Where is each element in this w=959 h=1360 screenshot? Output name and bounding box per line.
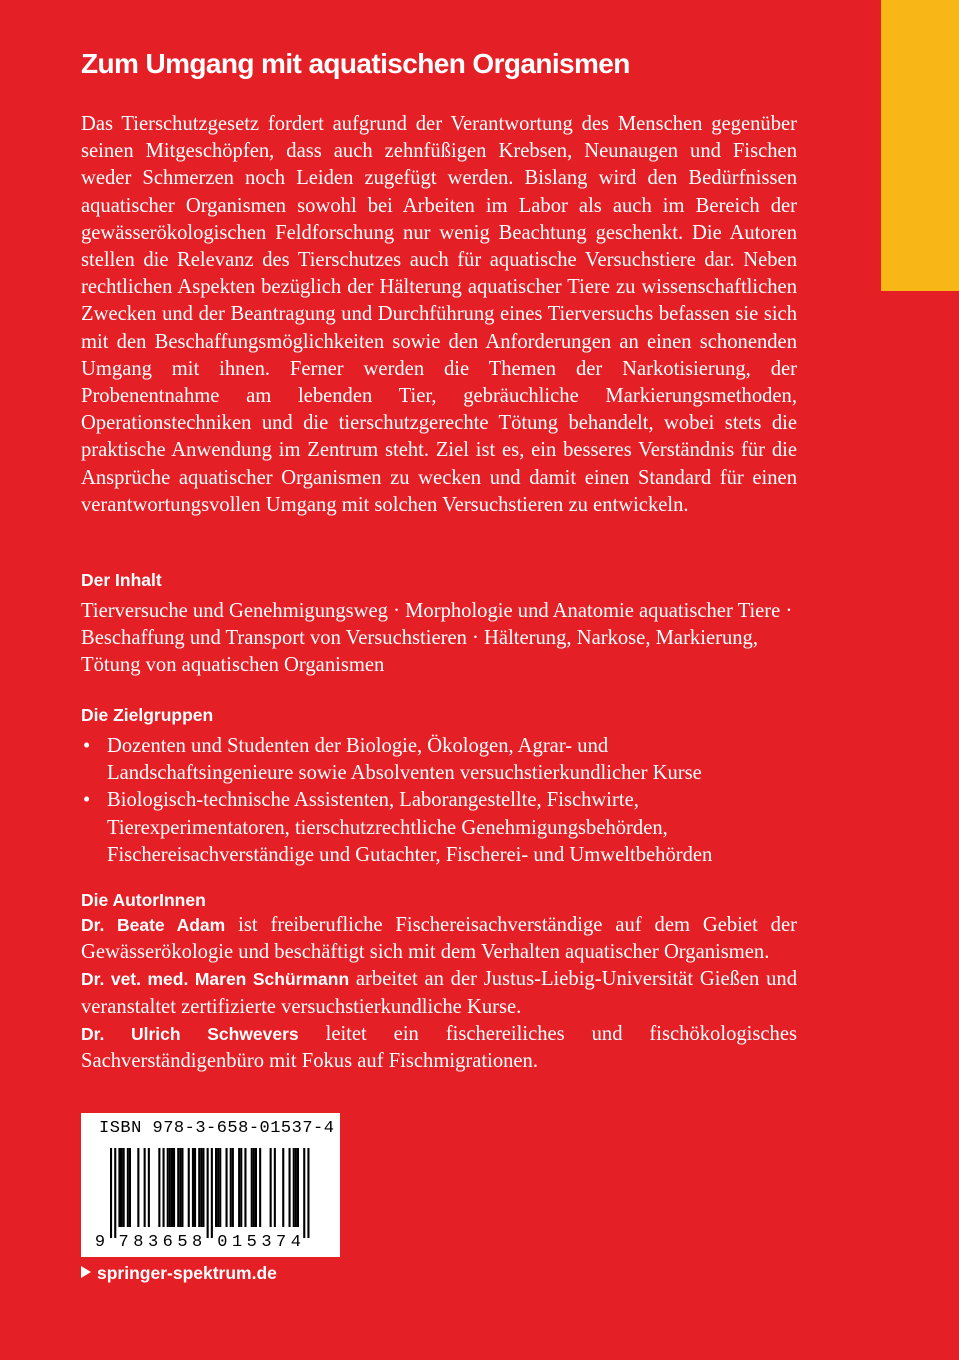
book-description: Das Tierschutzgesetz fordert aufgrund der Verantwortung des Menschen gegenüber seinen Mitgeschöpfen, dass auch zehnfüßigen Krebsen, Neunaugen und Fischen weder Schmerzen noch Leiden zugefügt werden. Bislang wird den Bedürfnissen aquatischer Organismen sowohl bei Arbeiten im Labor als auch im Bereich der gewässerökologischen Feldforschung nur wenig Beachtung geschenkt. Die Autoren stellen die Relevanz des Tierschutzes auch für aquatische Versuchstiere dar. Neben rechtlichen Aspekten bezüglich der Hälterung aquatischer Tiere zu wissenschaftlichen Zwecken und der Beantragung und Durchführung eines Tierversuchs befassen sie sich mit den Beschaffungsmöglichkeiten sowie den Anforderungen an einen schonenden Umgang mit ihnen. Ferner werden die Themen der Narkotisierung, der Probenentnahme am lebenden Tier, gebräuchliche Markierungsmethoden, Operationstechniken und die tierschutzgerechte Tötung behandelt, wobei stets die praktische Anwendung im Zentrum steht. Ziel ist es, ein besseres Verständnis für die Ansprüche aquatischer Organismen zu wecken und damit einen Standard für einen verantwortungsvollen Umgang mit solchen Versuchstieren zu entwickeln. — [81, 113, 797, 516]
barcode-bar — [293, 1148, 295, 1227]
barcode-bar — [114, 1148, 116, 1238]
barcode-digit: 3 — [147, 1233, 159, 1252]
barcode-bar — [127, 1148, 129, 1227]
barcode-digit: 8 — [192, 1233, 203, 1252]
barcode-digit: 7 — [118, 1233, 129, 1252]
author-bio — [81, 1021, 797, 1075]
authors-heading: Die AutorInnen — [81, 890, 206, 910]
barcode-bar — [215, 1148, 217, 1227]
barcode-bar — [274, 1148, 276, 1227]
barcode-bar — [295, 1148, 297, 1227]
barcode-bar — [211, 1148, 213, 1238]
barcode-digit: 6 — [162, 1233, 173, 1252]
barcode-bar — [181, 1148, 183, 1227]
barcode-bar — [121, 1148, 123, 1227]
barcode-bar — [232, 1148, 234, 1227]
barcode-bar — [244, 1148, 246, 1227]
publisher-link-text: springer-spektrum.de — [97, 1263, 277, 1283]
barcode-bar — [123, 1148, 125, 1227]
barcode-bar — [297, 1148, 299, 1227]
corner-accent-tab — [881, 0, 959, 291]
barcode-bar — [238, 1148, 240, 1227]
list-item: • Dozenten und Studenten der Biologie, Ökologen, Agrar- und Landschaftsingenieure sowie Absolventen versuchstierkundlicher Kurse — [81, 733, 797, 787]
barcode-bar — [171, 1148, 173, 1227]
target-groups-list — [81, 733, 797, 869]
author-bio-text: arbeitet an der Justus-Liebig-Universität Gießen und veranstaltet zertifizierte versuchstierkundliche Kurse. — [81, 968, 797, 1018]
barcode-bar — [202, 1148, 204, 1227]
barcode-graphic — [81, 1113, 340, 1257]
barcode-bar — [192, 1148, 194, 1227]
barcode-bar — [188, 1148, 190, 1227]
barcode-bar — [270, 1148, 272, 1227]
authors-section — [81, 912, 797, 1075]
barcode-digit: 1 — [231, 1233, 243, 1252]
barcode-bar — [282, 1148, 284, 1227]
barcode-bar — [217, 1148, 219, 1227]
barcode-bar — [177, 1148, 179, 1227]
barcode-bar — [251, 1148, 253, 1227]
author-bio — [81, 966, 797, 1020]
barcode-digit: 3 — [261, 1233, 272, 1252]
barcode-bar — [303, 1148, 305, 1238]
barcode-bar — [148, 1148, 150, 1227]
barcode-bar — [200, 1148, 202, 1227]
author-bio-text: leitet ein fischereiliches und fischökologisches Sachverständigenbüro mit Fokus auf Fischmigrationen. — [81, 1022, 797, 1073]
arrow-right-icon — [81, 1266, 91, 1278]
barcode-digit: 7 — [276, 1233, 287, 1252]
barcode-bar — [255, 1148, 257, 1227]
barcode-bar — [240, 1148, 242, 1227]
author-name: Dr. vet. med. Maren Schürmann — [81, 969, 350, 990]
target-groups-heading: Die Zielgruppen — [81, 705, 214, 725]
barcode-bar — [194, 1148, 196, 1227]
barcode-bar — [173, 1148, 175, 1227]
barcode-digit: 0 — [217, 1233, 228, 1252]
barcode-bar — [129, 1148, 131, 1227]
barcode-digit: 8 — [133, 1233, 144, 1252]
barcode-bar — [137, 1148, 139, 1227]
contents-text: Tierversuche und Genehmigungsweg · Morphologie und Anatomie aquatischer Tiere · Beschaffung und Transport von Versuchstieren · Hälterung, Narkose, Markierung, Tötung von aquatischen Organismen — [81, 600, 793, 677]
barcode-digit: 9 — [94, 1233, 106, 1252]
author-name: Dr. Ulrich Schwevers — [81, 1023, 299, 1044]
barcode-bar — [219, 1148, 221, 1227]
barcode-bar — [144, 1148, 146, 1227]
isbn-label: ISBN 978-3-658-01537-4 — [99, 1119, 335, 1138]
author-name: Dr. Beate Adam — [81, 915, 226, 935]
author-bio — [81, 912, 797, 966]
book-title: Zum Umgang mit aquatischen Organismen — [81, 48, 630, 79]
barcode-bar — [110, 1148, 112, 1238]
list-item: • Biologisch-technische Assistenten, Laborangestellte, Fischwirte, Tierexperimentatoren, tierschutzrechtliche Genehmigungsbehörden, Fischereisachverständige und Gutachter, Fischerei- und Umweltbehörden — [81, 787, 797, 869]
barcode-bar — [289, 1148, 291, 1227]
barcode-bar — [230, 1148, 232, 1227]
barcode-bar — [307, 1148, 309, 1238]
barcode-bar — [158, 1148, 160, 1227]
barcode-digit: 5 — [246, 1233, 257, 1252]
barcode-bar — [118, 1148, 120, 1227]
isbn-barcode — [81, 1113, 340, 1257]
barcode-digit: 5 — [177, 1233, 188, 1252]
barcode-bar — [253, 1148, 255, 1227]
barcode-digit: 4 — [290, 1233, 301, 1252]
barcode-bar — [167, 1148, 169, 1227]
barcode-bar — [226, 1148, 228, 1227]
barcode-bar — [207, 1148, 209, 1238]
barcode-bar — [259, 1148, 261, 1227]
author-bio-text: ist freiberufliche Fischereisachverständige auf dem Gebiet der Gewässerökologie und beschäftigt sich mit dem Verhalten aquatischer Organismen. — [81, 914, 797, 964]
publisher-link[interactable] — [81, 1263, 277, 1284]
barcode-bar — [198, 1148, 200, 1227]
barcode-bar — [169, 1148, 171, 1227]
barcode-bar — [179, 1148, 181, 1227]
contents-heading: Der Inhalt — [81, 570, 162, 590]
barcode-bar — [163, 1148, 165, 1227]
